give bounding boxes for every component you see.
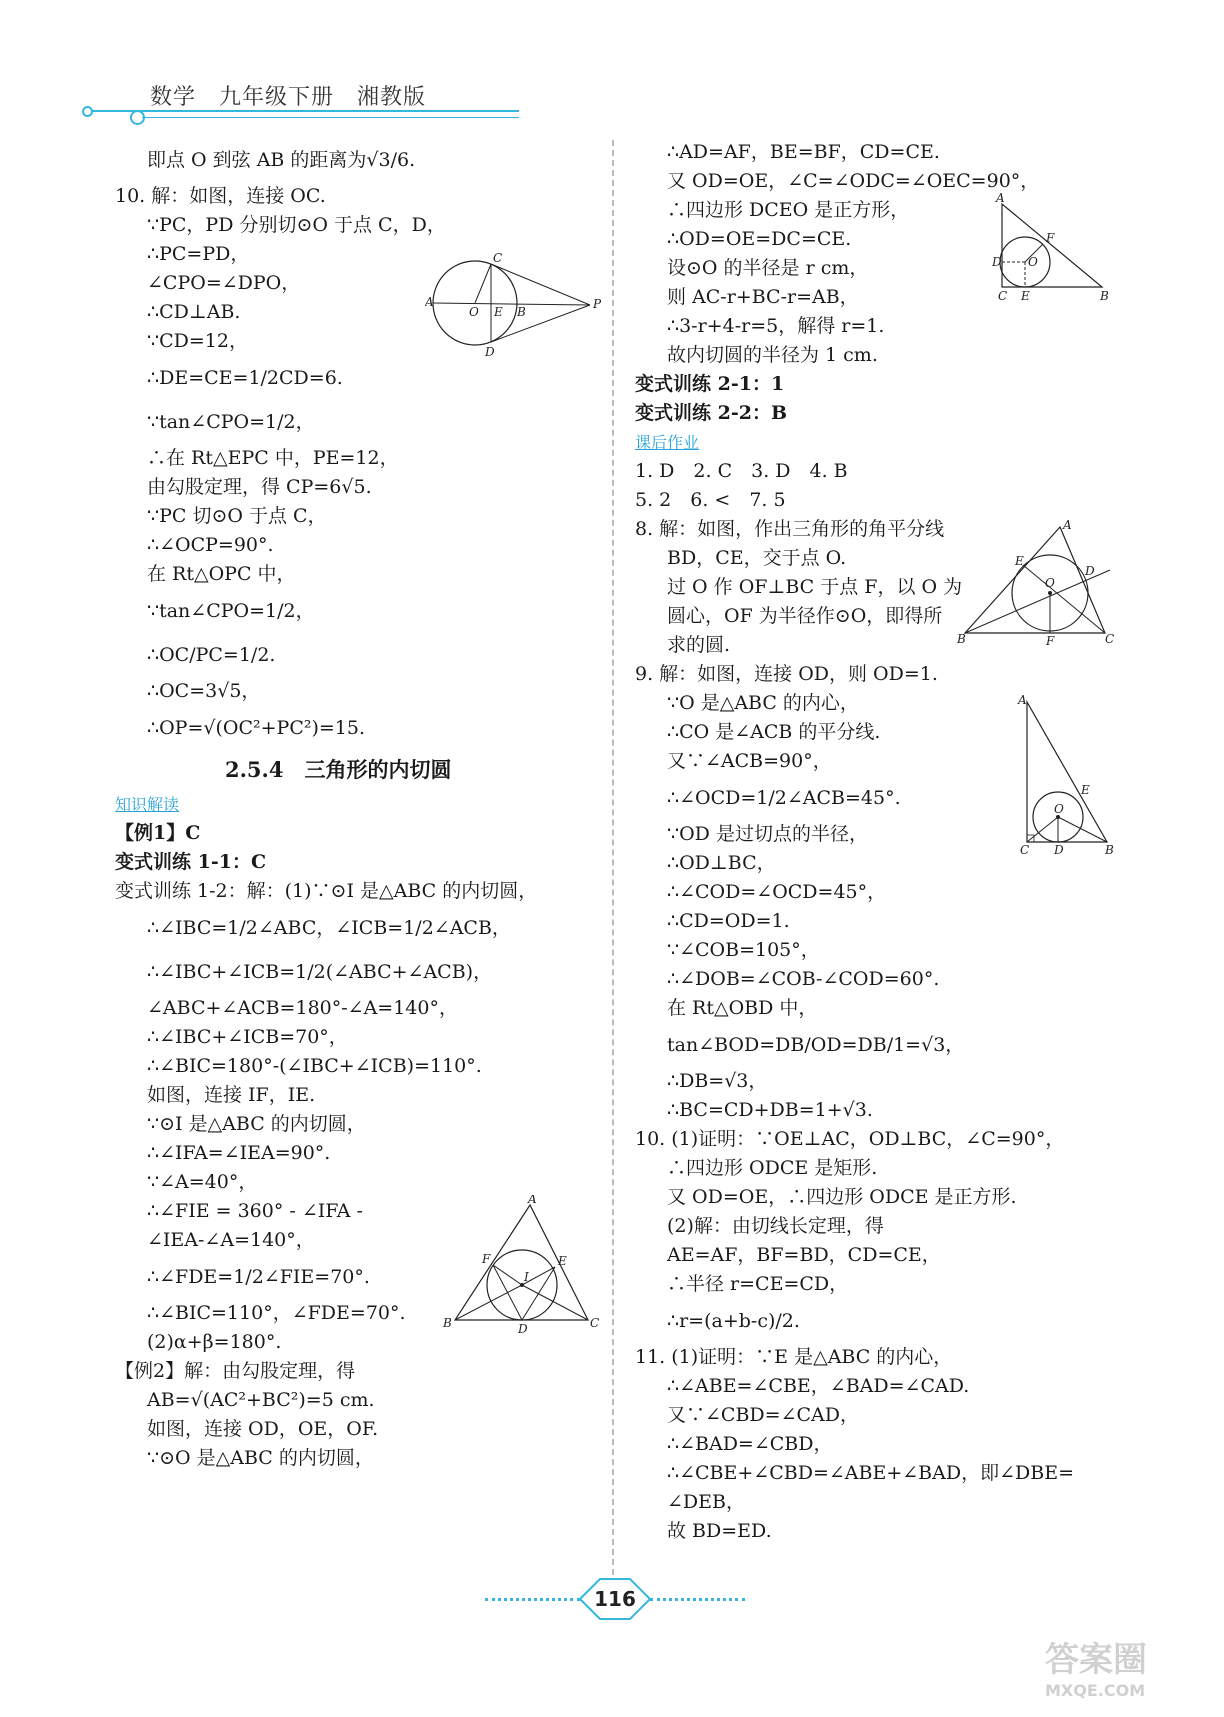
fig1-label-d: D (485, 345, 495, 358)
fig4-label-d: D (1054, 843, 1064, 857)
section-heading: 2.5.4 三角形的内切圆 (225, 757, 452, 782)
text-line: ∵⊙I 是△ABC 的内切圆， (147, 1113, 366, 1135)
footer-dots-right (650, 1598, 745, 1601)
text-line: ∴DB=√3， (667, 1070, 768, 1092)
section-label: 知识解读 (115, 795, 180, 814)
text-line: 又 OD=OE，∴四边形 ODCE 是正方形. (667, 1186, 1017, 1208)
fig3-label-o: O (1045, 576, 1055, 590)
text-line: ∴∠FDE=1/2∠FIE=70°. (147, 1266, 370, 1288)
column-divider (612, 140, 614, 1595)
text-line: 故 BD=ED. (667, 1520, 772, 1542)
fig4-label-c: C (1020, 843, 1030, 857)
text-line: 又 OD=OE，∠C=∠ODC=∠OEC=90°， (667, 170, 1040, 192)
fig2-label-c: C (998, 289, 1008, 302)
text-line: ∴∠FIE = 360° - ∠IFA - (147, 1200, 363, 1222)
text-line: AE=AF，BF=BD，CD=CE， (667, 1244, 941, 1266)
fig2-label-d: D (992, 255, 1002, 269)
text-line: ∵PC 切⊙O 于点 C， (147, 505, 327, 527)
text-line: ∵tan∠CPO=1/2， (147, 411, 315, 433)
text-line: ∴∠OCP=90°. (147, 534, 274, 556)
fig5-label-e: E (558, 1254, 567, 1268)
fig4-label-e: E (1081, 783, 1090, 797)
problem-11: 11. (1)证明：∵E 是△ABC 的内心， (635, 1346, 953, 1368)
header-rule-thin (142, 117, 519, 118)
text-line: ∴3-r+4-r=5，解得 r=1. (667, 315, 885, 337)
page-header (0, 0, 1224, 130)
text-line: ∵CD=12， (147, 330, 248, 352)
fig3-label-e: E (1015, 554, 1024, 568)
problem-10: 10. (1)证明：∵OE⊥AC，OD⊥BC，∠C=90°， (635, 1128, 1065, 1150)
header-title: 数学 九年级下册 湘教版 (150, 85, 427, 110)
text-line: ∵∠A=40°， (147, 1171, 258, 1193)
text-line: ∴∠IBC=1/2∠ABC，∠ICB=1/2∠ACB， (147, 917, 511, 939)
text-line: ∴PC=PD， (147, 243, 250, 265)
fig1-label-o: O (469, 305, 479, 319)
fig2-label-b: B (1100, 289, 1109, 302)
text-line: ∵∠COB=105°， (667, 939, 820, 961)
text-line: ∴∠BAD=∠CBD， (667, 1433, 833, 1455)
fig5-label-i: I (524, 1270, 529, 1284)
text-line: AB=√(AC²+BC²)=5 cm. (147, 1389, 375, 1411)
text-line: 由勾股定理，得 CP=6√5. (147, 476, 372, 498)
text-line: ∴在 Rt△EPC 中，PE=12， (147, 447, 399, 469)
text-line: ∴OC/PC=1/2. (147, 644, 276, 666)
answer-line: 5. 2 6. < 7. 5 (635, 489, 786, 511)
text-line: ∠CPO=∠DPO， (147, 272, 301, 294)
text-line: ∴AD=AF，BE=BF，CD=CE. (667, 141, 940, 163)
text-line: ∴BC=CD+DB=1+√3. (667, 1099, 873, 1121)
text-line: 求的圆. (667, 634, 731, 656)
fig5-label-f: F (482, 1252, 491, 1266)
example-1: 【例1】C (115, 822, 201, 844)
fig1-label-p: P (593, 297, 602, 311)
text-line: ∴四边形 ODCE 是矩形. (667, 1157, 878, 1179)
figure-angle-bisectors (955, 515, 1115, 645)
text-line: tan∠BOD=DB/OD=DB/1=√3， (667, 1034, 965, 1056)
fig5-label-d: D (518, 1322, 528, 1335)
fig4-label-b: B (1105, 843, 1114, 857)
text-line: (2)解：由切线长定理，得 (667, 1215, 884, 1237)
text-line: 即点 O 到弦 AB 的距离为√3/6. (147, 149, 416, 171)
text-line: ∴∠DOB=∠COB-∠COD=60°. (667, 968, 940, 990)
fig2-label-a: A (996, 192, 1005, 205)
text-line: (2)α+β=180°. (147, 1331, 282, 1353)
text-line: ∴OC=3√5， (147, 680, 261, 702)
text-line: ∠DEB， (667, 1491, 745, 1513)
watermark-logo (1045, 1640, 1215, 1710)
fig3-label-d: D (1085, 564, 1095, 578)
fig1-label-a: A (425, 295, 434, 309)
text-line: ∴半径 r=CE=CD， (667, 1273, 849, 1295)
text-line: 设⊙O 的半径是 r cm， (667, 257, 869, 279)
text-line: 又∵∠CBD=∠CAD， (667, 1404, 859, 1426)
text-line: ∴∠BIC=180°-(∠IBC+∠ICB)=110°. (147, 1055, 482, 1077)
text-line: ∴CD=OD=1. (667, 910, 790, 932)
fig4-label-o: O (1054, 802, 1064, 816)
text-line: ∠IEA-∠A=140°， (147, 1229, 315, 1251)
fig3-label-b: B (957, 632, 966, 645)
problem-8: 8. 解：如图，作出三角形的角平分线 (635, 518, 945, 540)
fig1-label-b: B (517, 305, 526, 319)
text-line: ∵O 是△ABC 的内心， (667, 692, 859, 714)
text-line: ∴CD⊥AB. (147, 301, 241, 323)
text-line: 如图，连接 IF，IE. (147, 1084, 316, 1106)
watermark-site: MXQE.COM (1045, 1681, 1146, 1700)
text-line: ∴∠ABE=∠CBE，∠BAD=∠CAD. (667, 1375, 970, 1397)
watermark-logo-text: 答案圈 (1045, 1640, 1147, 1680)
problem-10: 10. 解：如图，连接 OC. (115, 185, 326, 207)
text-line: ∴∠IFA=∠IEA=90°. (147, 1142, 331, 1164)
text-line: ∴∠COD=∠OCD=45°， (667, 881, 887, 903)
page-number-text: 116 (594, 1587, 636, 1611)
fig3-label-a: A (1063, 518, 1072, 532)
figure-tall-triangle-incircle (1015, 692, 1115, 857)
text-line: 在 Rt△OBD 中， (667, 997, 818, 1019)
text-line: 过 O 作 OF⊥BC 于点 F，以 O 为 (667, 576, 963, 598)
answer-line: 1. D 2. C 3. D 4. B (635, 460, 848, 482)
figure-incircle-i (440, 1195, 600, 1335)
exercise-1-1: 变式训练 1-1：C (115, 851, 267, 873)
fig5-label-a: A (528, 1195, 537, 1206)
text-line: ∴∠IBC+∠ICB=70°， (147, 1026, 348, 1048)
exercise-1-2: 变式训练 1-2：解：(1)∵⊙I 是△ABC 的内切圆， (115, 880, 538, 902)
text-line: ∴OP=√(OC²+PC²)=15. (147, 717, 366, 739)
text-line: ∴∠OCD=1/2∠ACB=45°. (667, 787, 901, 809)
text-line: ∵⊙O 是△ABC 的内切圆， (147, 1447, 374, 1469)
text-line: 如图，连接 OD，OE，OF. (147, 1418, 379, 1440)
fig3-label-f: F (1046, 634, 1055, 645)
problem-9: 9. 解：如图，连接 OD，则 OD=1. (635, 663, 938, 685)
text-line: ∴∠CBE+∠CBD=∠ABE+∠BAD，即∠DBE= (667, 1462, 1075, 1484)
text-line: 圆心，OF 为半径作⊙O，即得所 (667, 605, 943, 627)
footer-dots-left (485, 1598, 580, 1601)
exercise-2-1: 变式训练 2-1：1 (635, 373, 785, 395)
text-line: ∵tan∠CPO=1/2， (147, 600, 315, 622)
fig1-label-c: C (493, 251, 503, 265)
section-label: 课后作业 (635, 433, 700, 452)
text-line: 又∵∠ACB=90°， (667, 750, 832, 772)
text-line: ∴OD=OE=DC=CE. (667, 228, 852, 250)
text-line: 则 AC-r+BC-r=AB， (667, 286, 859, 308)
header-rule (92, 110, 519, 112)
example-2: 【例2】解：由勾股定理，得 (115, 1360, 356, 1382)
figure-right-triangle-incircle (990, 192, 1115, 302)
fig2-label-f: F (1046, 231, 1055, 245)
fig5-label-b: B (443, 1316, 452, 1330)
fig4-label-a: A (1018, 693, 1027, 707)
fig3-label-c: C (1105, 632, 1115, 645)
text-line: ∴OD⊥BC， (667, 852, 776, 874)
text-line: BD，CE，交于点 O. (667, 547, 847, 569)
text-line: ∴r=(a+b-c)/2. (667, 1310, 800, 1332)
text-line: ∴∠IBC+∠ICB=1/2(∠ABC+∠ACB)， (147, 961, 493, 983)
text-line: 故内切圆的半径为 1 cm. (667, 344, 878, 366)
text-line: ∠ABC+∠ACB=180°-∠A=140°， (147, 997, 458, 1019)
page-number (570, 1574, 660, 1624)
text-line: ∴CO 是∠ACB 的平分线. (667, 721, 881, 743)
text-line: ∵PC，PD 分别切⊙O 于点 C，D， (147, 214, 446, 236)
fig2-label-o: O (1028, 255, 1038, 269)
text-line: ∴四边形 DCEO 是正方形， (667, 199, 910, 221)
text-line: ∴∠BIC=110°，∠FDE=70°. (147, 1302, 406, 1324)
text-line: 在 Rt△OPC 中， (147, 563, 296, 585)
fig1-label-e: E (494, 305, 503, 319)
figure-tangent-circle (425, 248, 605, 358)
text-line: ∴DE=CE=1/2CD=6. (147, 367, 343, 389)
fig5-label-c: C (590, 1316, 600, 1330)
text-line: ∵OD 是过切点的半径， (667, 823, 868, 845)
fig2-label-e: E (1021, 289, 1030, 302)
exercise-2-2: 变式训练 2-2：B (635, 402, 788, 424)
